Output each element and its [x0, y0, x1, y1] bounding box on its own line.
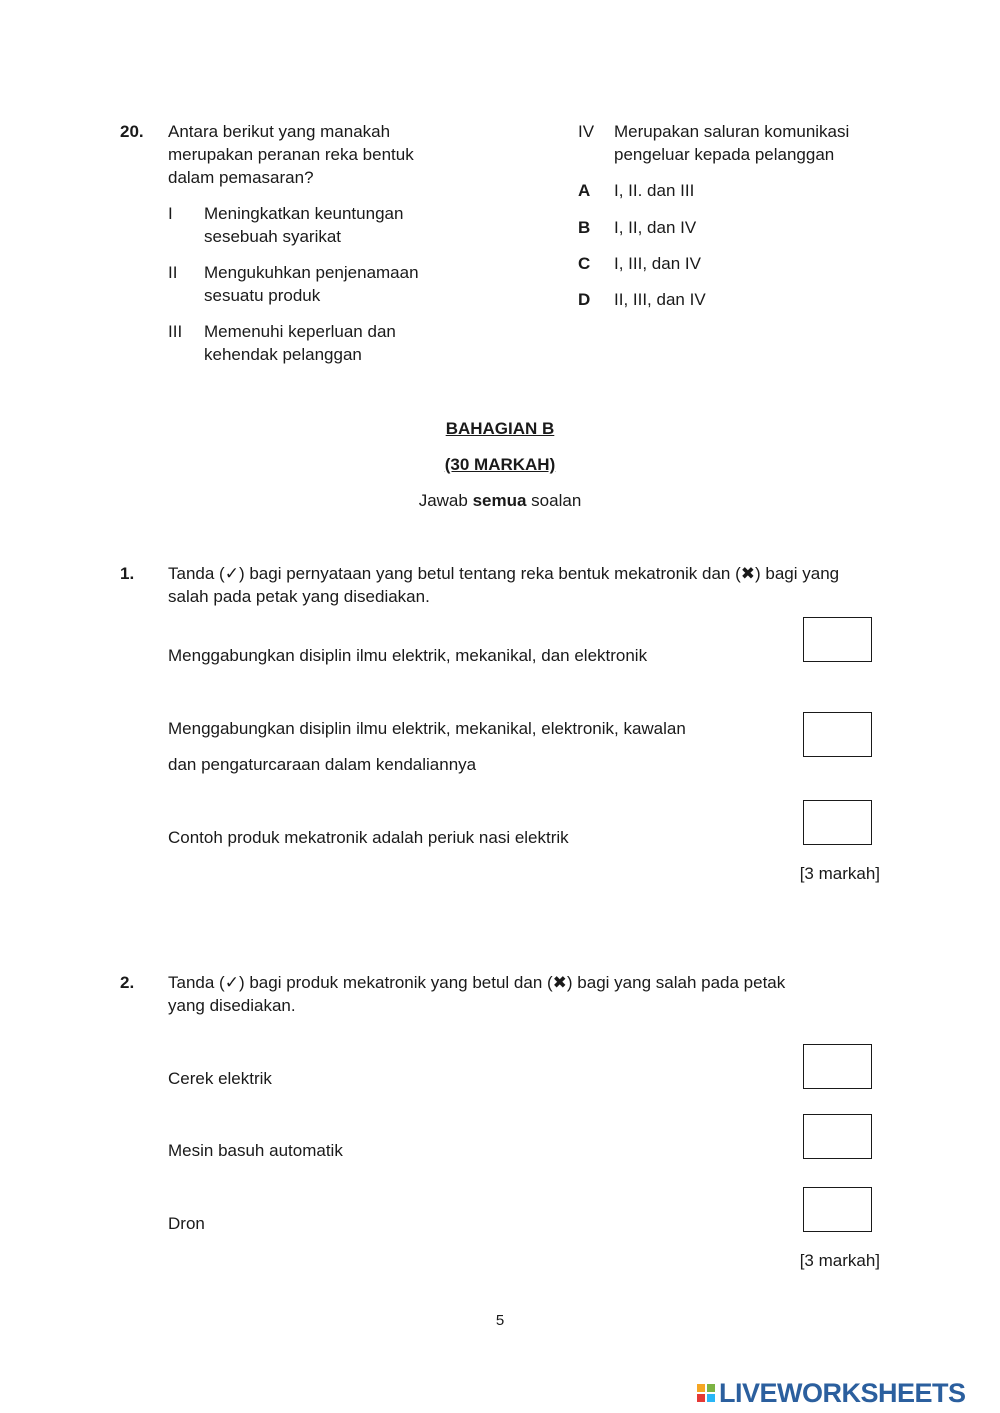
option-c[interactable]: I, III, dan IV [614, 254, 701, 273]
option-a[interactable]: I, II. dan III [614, 181, 695, 200]
liveworksheets-logo[interactable] [697, 1378, 966, 1408]
q1-instruction-line: Tanda (✓) bagi pernyataan yang betul tentang reka bentuk mekatronik dan (✖) bagi yang [168, 564, 840, 583]
q20-question-line: Antara berikut yang manakah [168, 122, 391, 141]
q1-instruction-line: salah pada petak yang disediakan. [168, 587, 430, 606]
section-marks: (30 MARKAH) [444, 455, 556, 474]
q20-question-line: dalam pemasaran? [168, 168, 314, 187]
statement-numeral: I [168, 204, 173, 223]
option-letter: B [578, 218, 591, 237]
q1-marks: [3 markah] [799, 864, 880, 883]
statement-text: sesuatu produk [204, 286, 321, 305]
q1-statement-3: Contoh produk mekatronik adalah periuk nasi elektrik [168, 828, 569, 847]
liveworksheets-logo-icon [697, 1384, 715, 1402]
answer-box[interactable] [803, 1044, 872, 1089]
statement-text: pengeluar kepada pelanggan [614, 145, 835, 164]
answer-box[interactable] [803, 1114, 872, 1159]
q2-item-1: Cerek elektrik [168, 1069, 272, 1088]
section-instruction: Jawab semua soalan [418, 491, 582, 510]
option-letter: C [578, 254, 591, 273]
q2-item-3: Dron [168, 1214, 205, 1233]
statement-text: Mengukuhkan penjenamaan [204, 263, 419, 282]
statement-numeral: IV [578, 122, 595, 141]
option-d[interactable]: II, III, dan IV [614, 290, 706, 309]
q20-number: 20. [120, 122, 144, 141]
q2-marks: [3 markah] [799, 1251, 880, 1270]
answer-box[interactable] [803, 800, 872, 845]
statement-text: Merupakan saluran komunikasi [614, 122, 850, 141]
q1-statement-2: Menggabungkan disiplin ilmu elektrik, mekanikal, elektronik, kawalan [168, 719, 686, 738]
statement-text: Memenuhi keperluan dan [204, 322, 396, 341]
statement-text: Meningkatkan keuntungan [204, 204, 404, 223]
statement-numeral: II [168, 263, 178, 282]
section-title: BAHAGIAN B [445, 419, 555, 438]
q1-statement-2-cont: dan pengaturcaraan dalam kendaliannya [168, 755, 477, 774]
answer-box[interactable] [803, 617, 872, 662]
q20-question-line: merupakan peranan reka bentuk [168, 145, 414, 164]
option-b[interactable]: I, II, dan IV [614, 218, 697, 237]
statement-text: kehendak pelanggan [204, 345, 362, 364]
statement-text: sesebuah syarikat [204, 227, 342, 246]
q1-statement-1: Menggabungkan disiplin ilmu elektrik, mekanikal, dan elektronik [168, 646, 648, 665]
answer-box[interactable] [803, 712, 872, 757]
option-letter: D [578, 290, 591, 309]
q2-instruction-line: yang disediakan. [168, 996, 296, 1015]
q1-number: 1. [120, 564, 135, 583]
q2-instruction-line: Tanda (✓) bagi produk mekatronik yang betul dan (✖) bagi yang salah pada petak [168, 973, 786, 992]
q2-item-2: Mesin basuh automatik [168, 1141, 343, 1160]
q2-number: 2. [120, 973, 135, 992]
answer-box[interactable] [803, 1187, 872, 1232]
option-letter: A [578, 181, 591, 200]
statement-numeral: III [168, 322, 183, 341]
logo-text: LIVEWORKSHEETS [719, 1377, 966, 1408]
page-number: 5 [495, 1312, 505, 1329]
